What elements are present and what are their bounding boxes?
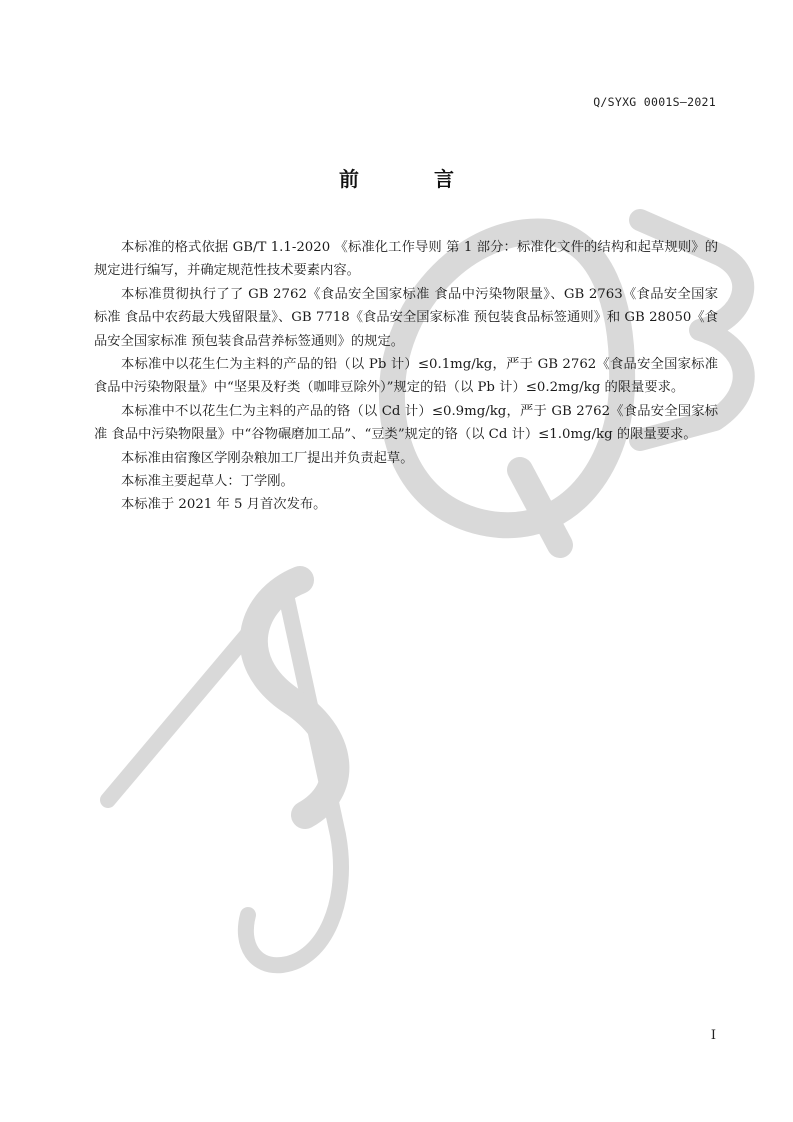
foreword-body bbox=[94, 236, 718, 517]
document-code: Q/SYXG 0001S—2021 bbox=[593, 95, 716, 109]
paragraph-first-release: 本标准于 2021 年 5 月首次发布。 bbox=[121, 497, 327, 513]
page-title: 前 言 bbox=[339, 167, 488, 191]
page-number: I bbox=[710, 1028, 716, 1043]
paragraph-cadmium-limit: 本标准中不以花生仁为主料的产品的铬（以 Cd 计）≤0.9mg/kg，严于 GB 2762《食品安全国家标准 食品中污染物限量》中“谷物碾磨加工品”、“豆类”规定的铬（以 Cd 计）≤1.0mg/kg 的限量要求。 bbox=[94, 403, 718, 443]
paragraph-drafting-unit: 本标准由宿豫区学刚杂粮加工厂提出并负责起草。 bbox=[121, 450, 414, 466]
paragraph-standards-implemented: 本标准贯彻执行了了 GB 2762《食品安全国家标准 食品中污染物限量》、GB 2763《食品安全国家标准 食品中农药最大残留限量》、GB 7718《食品安全国家标准 预包装食品标签通则》和 GB 28050《食品安全国家标准 预包装食品营养标签通则》的规定。 bbox=[94, 286, 718, 349]
watermark-letter-s bbox=[254, 580, 336, 815]
paragraph-main-drafter: 本标准主要起草人：丁学刚。 bbox=[121, 474, 294, 490]
watermark-letter-j bbox=[108, 590, 341, 965]
paragraph-lead-limit: 本标准中以花生仁为主料的产品的铅（以 Pb 计）≤0.1mg/kg，严于 GB 2762《食品安全国家标准 食品中污染物限量》中“坚果及籽类（咖啡豆除外）”规定的铅（以 Pb 计）≤0.2mg/kg 的限量要求。 bbox=[94, 357, 718, 396]
paragraph-format-basis: 本标准的格式依据 GB/T 1.1-2020 《标准化工作导则 第 1 部分：标准化文件的结构和起草规则》的规定进行编写，并确定规范性技术要素内容。 bbox=[94, 240, 718, 279]
